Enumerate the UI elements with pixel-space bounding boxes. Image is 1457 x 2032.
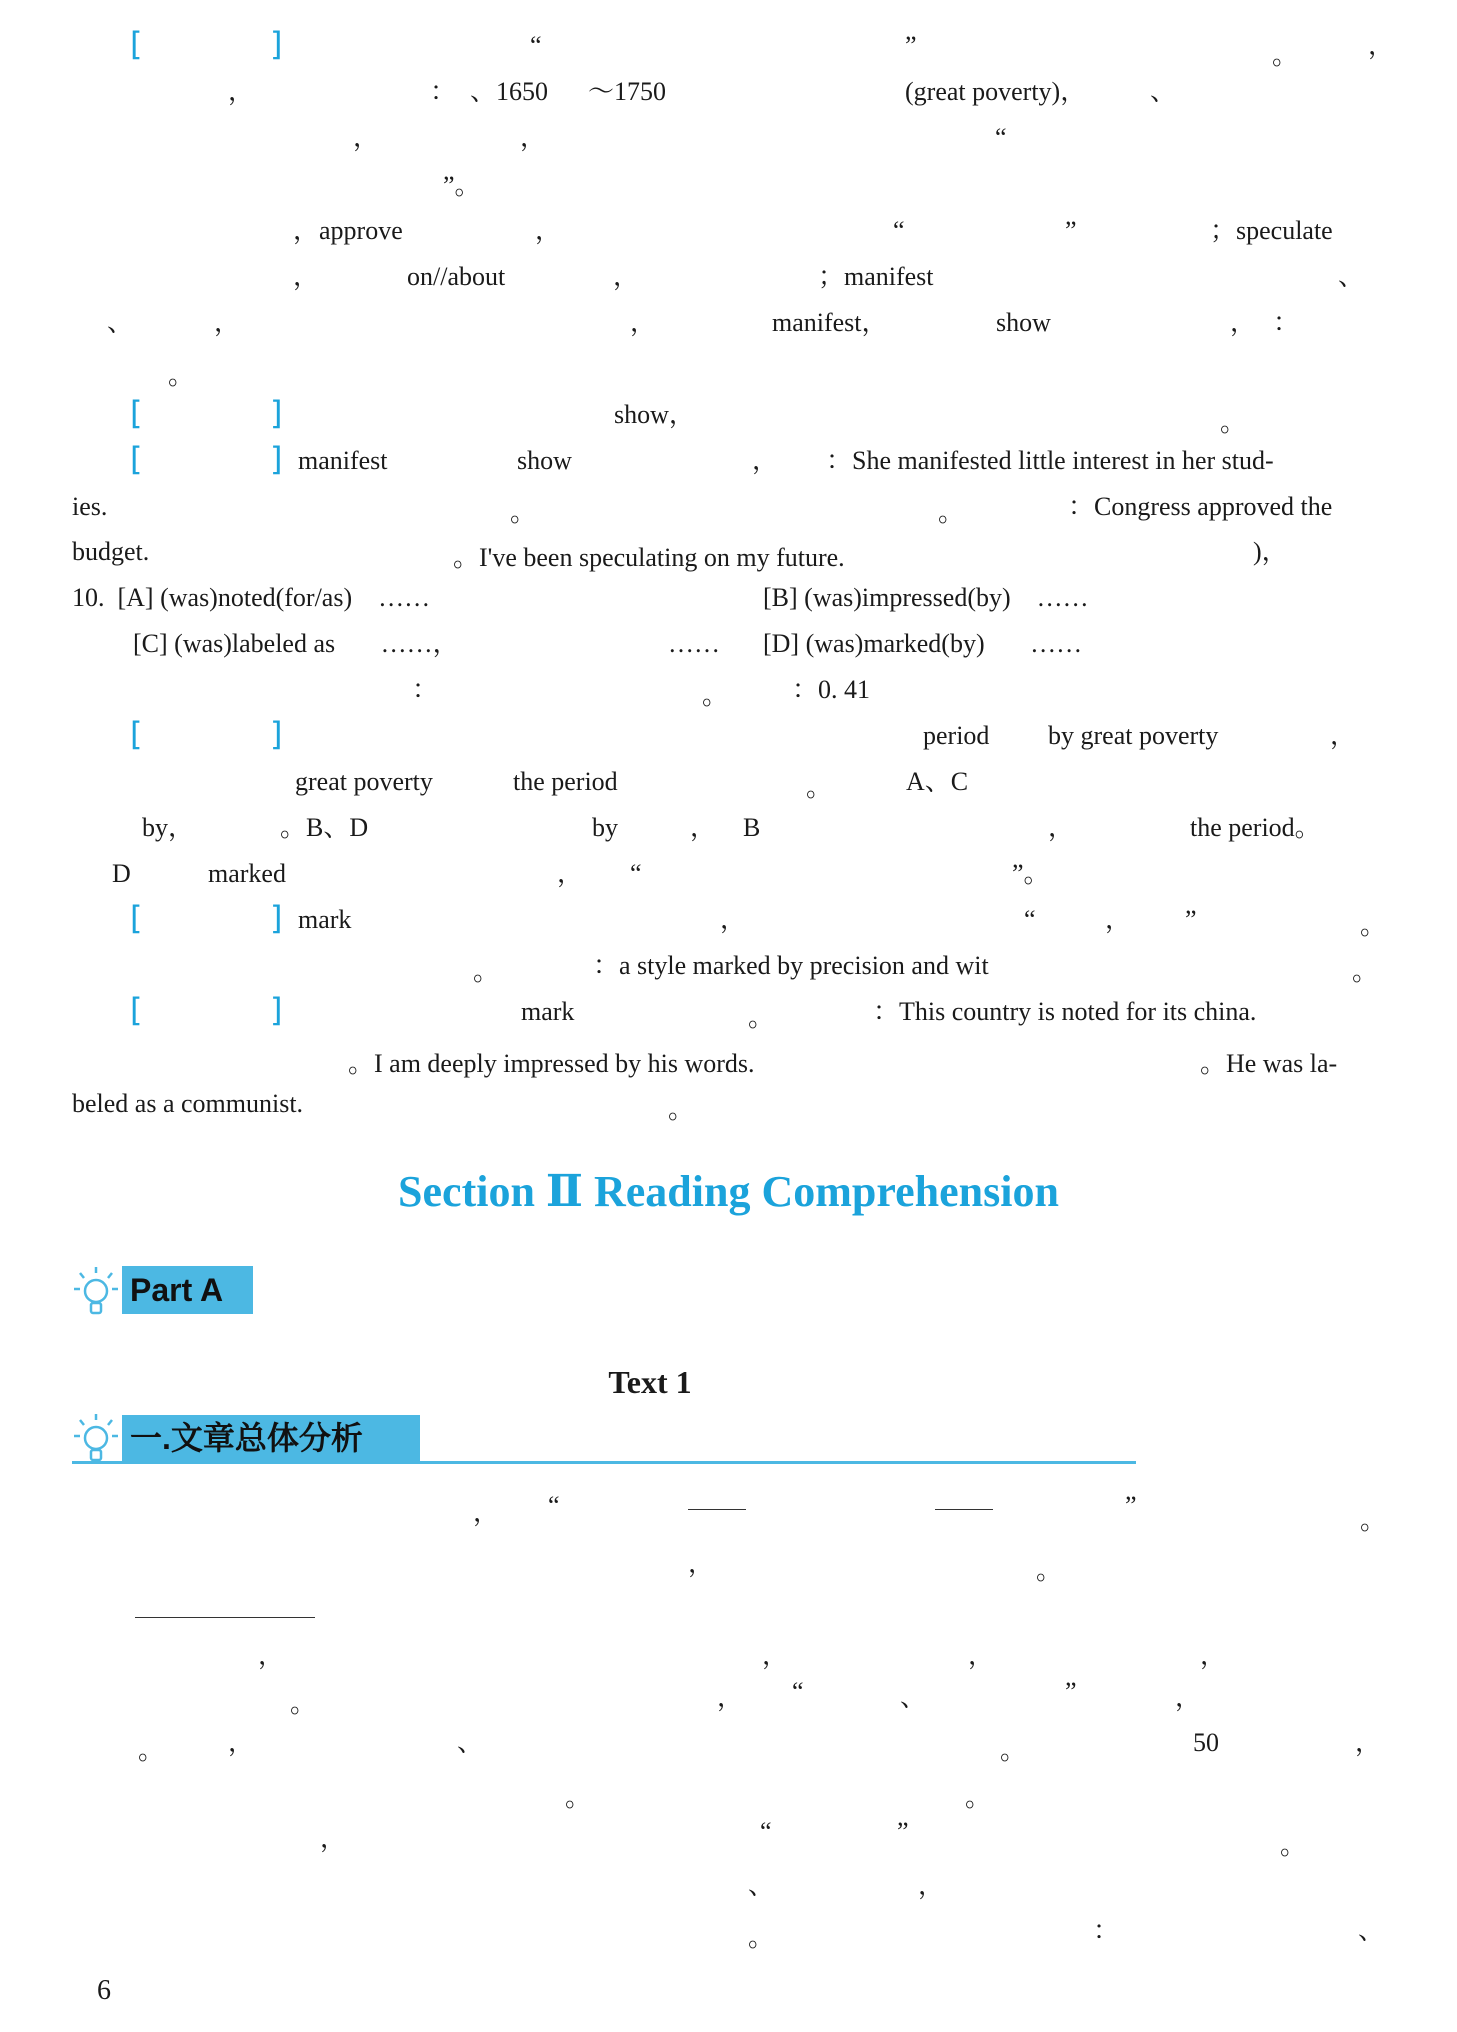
text-fragment: mark [521, 997, 575, 1026]
text-fragment: 。 [290, 1689, 317, 1718]
text-fragment: (great poverty)， [905, 77, 1087, 106]
text-fragment: ， [1175, 1683, 1202, 1712]
open-bracket-marker: [ [130, 25, 143, 63]
text-fragment: mark [298, 905, 352, 934]
text-fragment: A、C [906, 767, 969, 796]
text-fragment: ：0. 41 [792, 675, 871, 704]
text-fragment: 。 [965, 1783, 992, 1812]
text-fragment: budget. [72, 537, 150, 566]
text-fragment: ， [353, 123, 380, 152]
text-fragment: ， [717, 1683, 744, 1712]
open-bracket-marker: [ [130, 715, 143, 753]
text-fragment: 、 [1150, 77, 1177, 106]
section-title: Section Ⅱ Reading Comprehension [398, 1167, 1059, 1216]
text-fragment: 10. [A] (was)noted(for/as) …… [72, 583, 431, 612]
text-fragment: the period [513, 767, 618, 796]
text-fragment: ：This country is noted for its china. [873, 997, 1257, 1026]
text-title: Text 1 [608, 1364, 692, 1400]
text-fragment: ，approve [293, 216, 403, 245]
text-fragment: ： [1273, 308, 1300, 337]
text-fragment: ：She manifested little interest in her stud- [826, 446, 1274, 475]
text-fragment: ， [320, 1824, 347, 1853]
text-fragment: ， [688, 1549, 715, 1578]
text-fragment: ies. [72, 492, 108, 521]
text-fragment: ， [1230, 308, 1257, 337]
text-fragment: ” [1065, 1677, 1077, 1706]
text-fragment: 、 [748, 1871, 775, 1900]
text-fragment: ， [258, 1641, 285, 1670]
text-fragment: ， [1330, 721, 1357, 750]
text-fragment: 。He was la- [1200, 1049, 1338, 1078]
text-fragment: ， [473, 1498, 500, 1527]
text-fragment: “ [530, 31, 542, 60]
text-fragment: 。 [938, 498, 965, 527]
text-fragment: great poverty [295, 767, 433, 796]
text-fragment: ， [762, 1641, 789, 1670]
text-fragment: “ [1024, 905, 1036, 934]
text-fragment: 、 [1338, 262, 1365, 291]
text-fragment: ， [968, 1641, 995, 1670]
text-fragment: ， [1048, 813, 1075, 842]
text-fragment: 。 [668, 1095, 695, 1124]
text-fragment: ， [1200, 1641, 1227, 1670]
text-fragment: 。 [1360, 911, 1387, 940]
text-fragment: [B] (was)impressed(by) …… [763, 583, 1089, 612]
text-fragment: ；speculate [1210, 216, 1333, 245]
text-fragment: ， [1368, 31, 1395, 60]
text-fragment: period [923, 721, 990, 750]
text-fragment: ” [1185, 905, 1197, 934]
text-fragment: [C] (was)labeled as ……， [133, 629, 459, 658]
heading-rule [72, 1461, 1136, 1464]
text-fragment: ， [557, 859, 584, 888]
text-fragment: show [517, 446, 572, 475]
open-bracket-marker: [ [130, 394, 143, 432]
text-fragment: ”。 [1012, 859, 1050, 888]
text-fragment: ： [412, 675, 439, 704]
fill-blank [688, 1509, 746, 1510]
text-fragment: ；manifest [818, 262, 934, 291]
text-fragment: 。 [168, 361, 195, 390]
text-fragment: ， [293, 262, 320, 291]
text-fragment: 。 [1000, 1736, 1027, 1765]
text-fragment: )， [1253, 537, 1288, 566]
text-fragment: 。 [702, 681, 729, 710]
text-fragment: 。 [748, 1923, 775, 1952]
text-fragment: 、 [457, 1728, 484, 1757]
text-fragment: by [592, 813, 618, 842]
text-fragment: 。 [806, 773, 833, 802]
text-fragment: ， [214, 308, 241, 337]
open-bracket-marker: [ [130, 991, 143, 1029]
part-a-label: Part A [122, 1266, 253, 1314]
text-fragment: by， [142, 813, 195, 842]
text-fragment: 。I've been speculating on my future. [453, 543, 845, 572]
text-fragment: manifest， [772, 308, 888, 337]
text-fragment: ” [897, 1817, 909, 1846]
text-fragment: ， [535, 216, 562, 245]
text-fragment: ， [228, 77, 255, 106]
text-fragment: ” [1065, 216, 1077, 245]
text-fragment: ， [520, 123, 547, 152]
text-fragment: ： [430, 77, 457, 106]
text-fragment: 。 [1220, 408, 1247, 437]
text-fragment: the period。 [1190, 813, 1321, 842]
text-fragment: ， [918, 1871, 945, 1900]
text-fragment: [D] (was)marked(by) …… [763, 629, 1083, 658]
text-fragment: ， [228, 1728, 255, 1757]
text-fragment: ， [752, 446, 779, 475]
text-fragment: “ [548, 1491, 560, 1520]
text-fragment: 。 [1280, 1831, 1307, 1860]
text-fragment: show， [614, 400, 695, 429]
text-fragment: 、 [900, 1683, 927, 1712]
page-number: 6 [97, 1975, 111, 2006]
text-fragment: ” [1125, 1491, 1137, 1520]
close-bracket-marker: ] [270, 899, 283, 937]
text-fragment: ， [1105, 905, 1132, 934]
text-fragment: 50 [1193, 1728, 1219, 1757]
text-fragment: 、1650 [470, 77, 549, 106]
text-fragment: 。 [1272, 41, 1299, 70]
text-fragment: beled as a communist. [72, 1089, 304, 1118]
text-fragment: “ [760, 1817, 772, 1846]
open-bracket-marker: [ [130, 899, 143, 937]
text-fragment: 。 [473, 957, 500, 986]
text-fragment: D [112, 859, 131, 888]
text-fragment: on//about [407, 262, 506, 291]
text-fragment: by great poverty [1048, 721, 1219, 750]
text-fragment: “ [630, 859, 642, 888]
text-fragment: manifest [298, 446, 388, 475]
text-fragment: 。 [565, 1783, 592, 1812]
heading-overall-analysis: 一.文章总体分析 [122, 1415, 420, 1461]
fill-blank [935, 1509, 993, 1510]
text-fragment: 。 [1360, 1506, 1387, 1535]
text-fragment: ， [720, 905, 747, 934]
text-fragment: 。 [1352, 957, 1379, 986]
text-fragment: 。 [510, 498, 537, 527]
close-bracket-marker: ] [270, 715, 283, 753]
lightbulb-icon [72, 1412, 120, 1466]
text-fragment: ， [690, 813, 717, 842]
close-bracket-marker: ] [270, 991, 283, 1029]
close-bracket-marker: ] [270, 25, 283, 63]
text-fragment: “ [995, 123, 1007, 152]
fill-blank [135, 1617, 315, 1618]
text-fragment: ： [1093, 1916, 1120, 1945]
text-fragment: ：a style marked by precision and wit [593, 951, 989, 980]
text-fragment: ”。 [443, 171, 481, 200]
text-fragment: marked [208, 859, 286, 888]
text-fragment: …… [668, 629, 720, 658]
open-bracket-marker: [ [130, 440, 143, 478]
text-fragment: 、 [1358, 1916, 1385, 1945]
text-fragment: show [996, 308, 1051, 337]
text-fragment: ” [905, 31, 917, 60]
text-fragment: “ [792, 1677, 804, 1706]
text-fragment: ：Congress approved the [1068, 492, 1333, 521]
text-fragment: ， [630, 308, 657, 337]
text-fragment: ， [1355, 1728, 1382, 1757]
text-fragment: 、 [107, 308, 134, 337]
text-fragment: 。 [748, 1003, 775, 1032]
text-fragment: 。 [138, 1736, 165, 1765]
text-fragment: B [743, 813, 761, 842]
text-fragment: ～1750 [588, 77, 667, 106]
close-bracket-marker: ] [270, 394, 283, 432]
text-fragment: ， [613, 262, 640, 291]
close-bracket-marker: ] [270, 440, 283, 478]
text-fragment: 。 [1036, 1556, 1063, 1585]
lightbulb-icon [72, 1265, 120, 1319]
text-fragment: “ [893, 216, 905, 245]
text-fragment: 。B、D [280, 813, 369, 842]
text-fragment: 。I am deeply impressed by his words. [348, 1049, 755, 1078]
